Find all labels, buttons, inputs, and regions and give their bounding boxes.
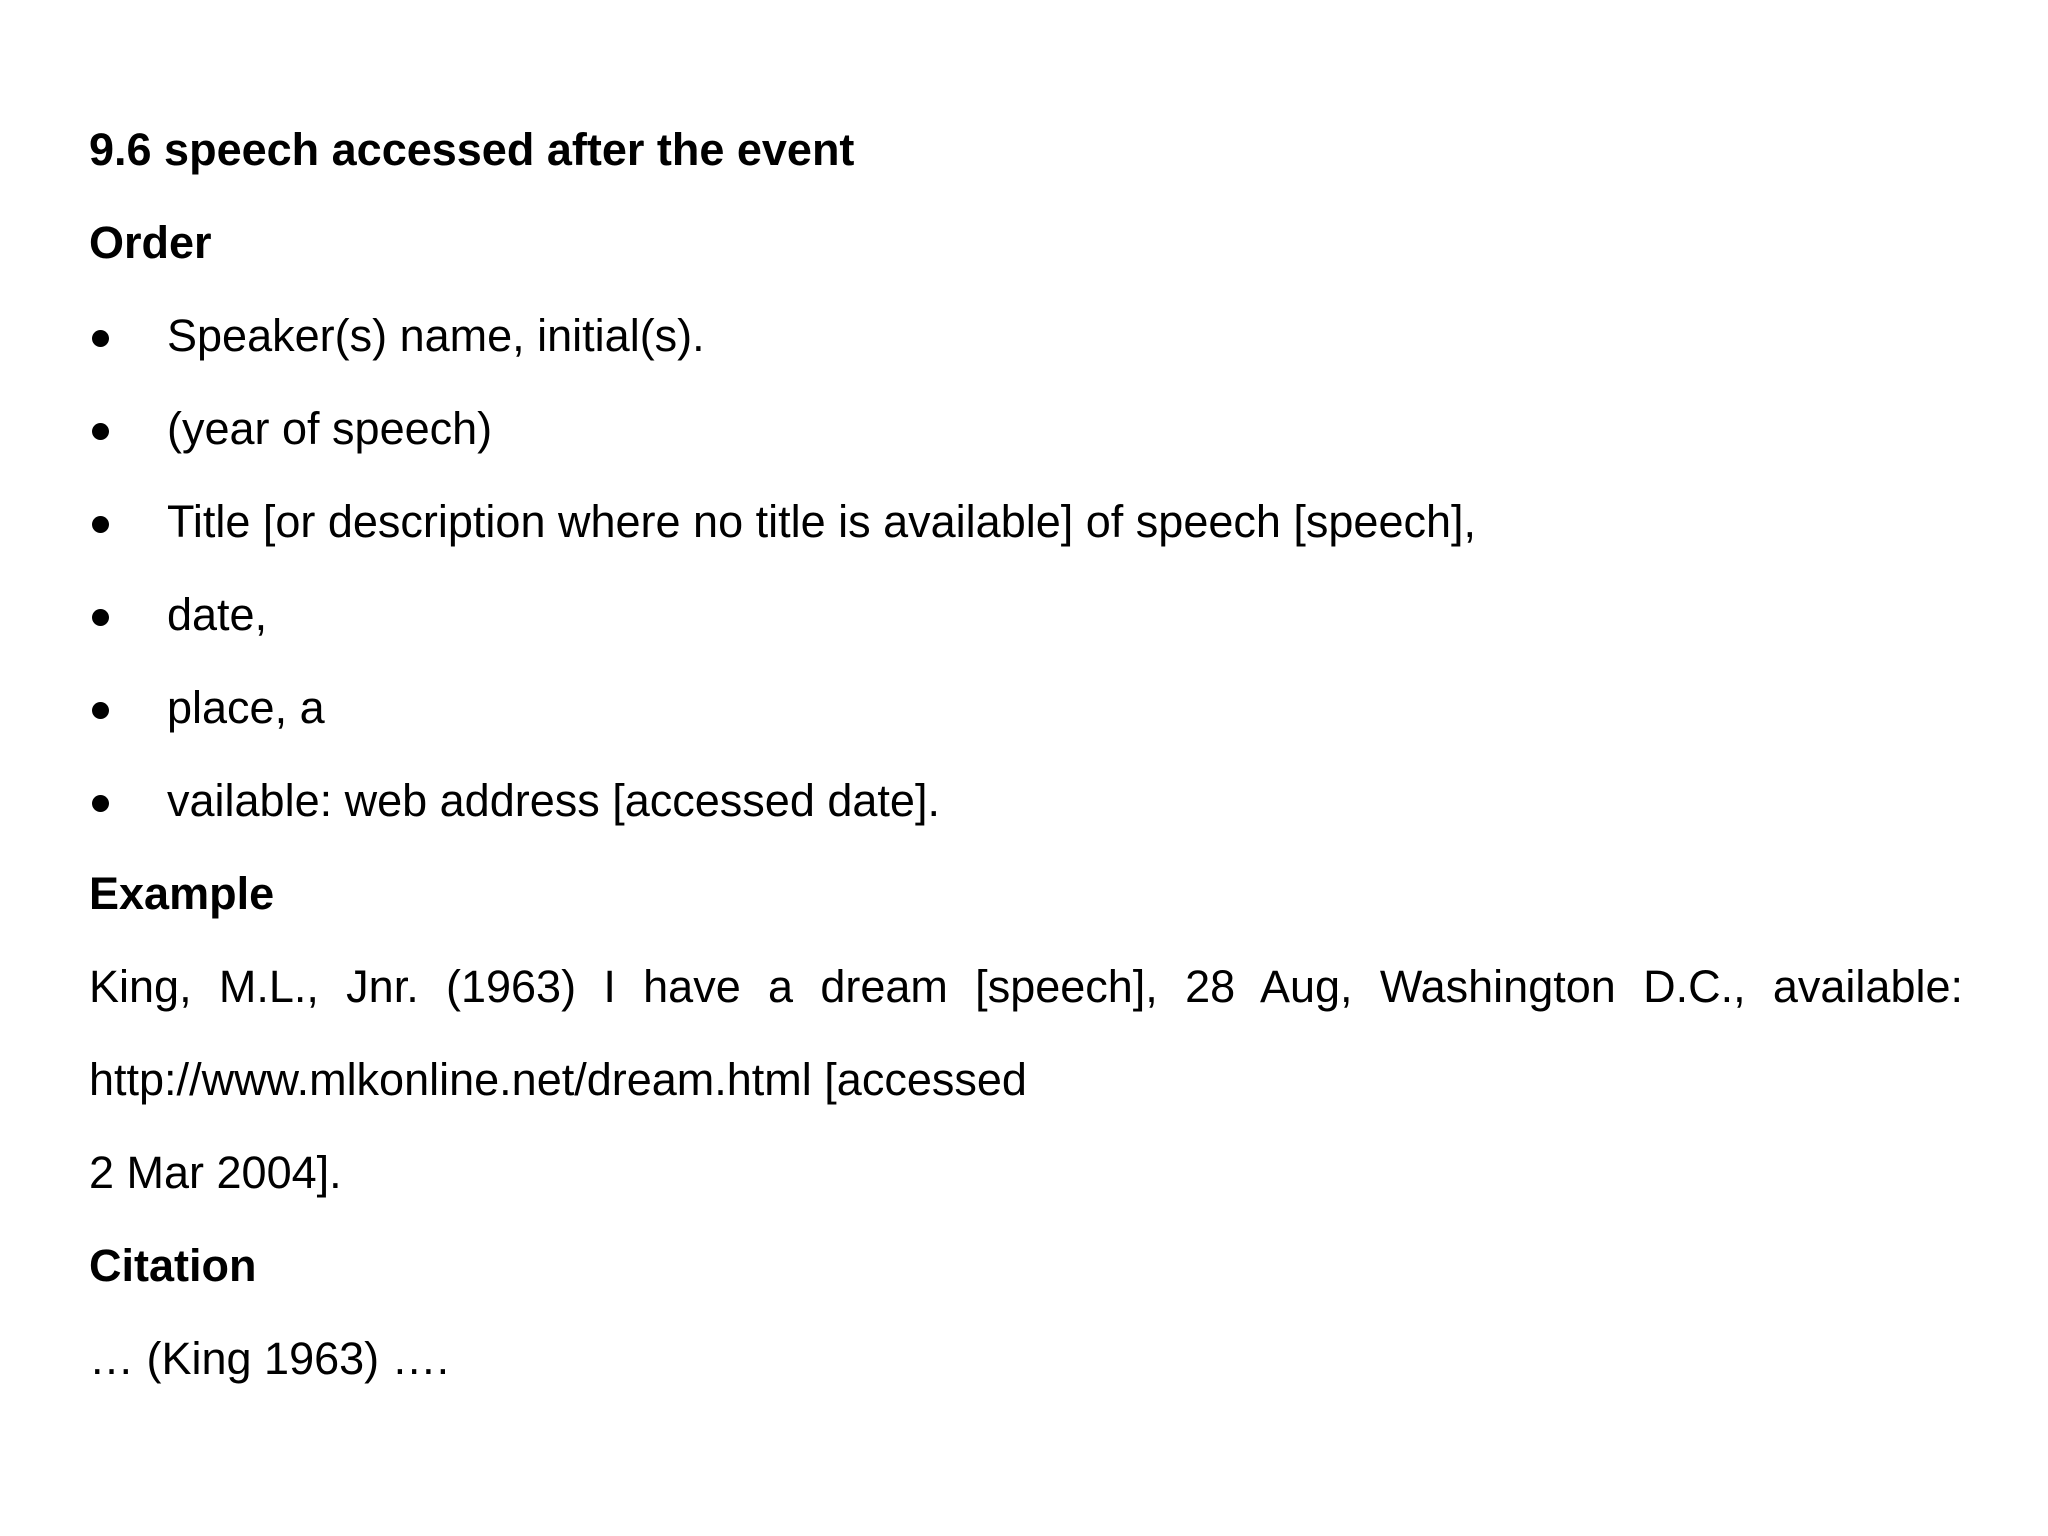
bullet-icon bbox=[92, 795, 109, 812]
bullet-icon bbox=[92, 516, 109, 533]
order-item-text: (year of speech) bbox=[167, 403, 493, 454]
order-item-text: vailable: web address [accessed date]. bbox=[167, 775, 940, 826]
order-label: Order bbox=[89, 217, 212, 268]
citation-text: … (King 1963) …. bbox=[89, 1333, 450, 1384]
order-item-text: Speaker(s) name, initial(s). bbox=[167, 310, 705, 361]
bullet-icon bbox=[92, 609, 109, 626]
example-reference-line-2: http://www.mlkonline.net/dream.html [accessed bbox=[89, 1054, 1027, 1105]
order-item-text: date, bbox=[167, 589, 268, 640]
order-item-text: place, a bbox=[167, 682, 325, 733]
bullet-icon bbox=[92, 702, 109, 719]
section-heading: 9.6 speech accessed after the event bbox=[89, 124, 855, 175]
bullet-icon bbox=[92, 423, 109, 440]
order-item-text: Title [or description where no title is available] of speech [speech], bbox=[167, 496, 1477, 547]
example-reference-line-3: 2 Mar 2004]. bbox=[89, 1147, 342, 1198]
example-label: Example bbox=[89, 868, 275, 919]
citation-label: Citation bbox=[89, 1240, 257, 1291]
example-reference-line-1: King, M.L., Jnr. (1963) I have a dream [speech], 28 Aug, Washington D.C., available: bbox=[89, 961, 1963, 1012]
bullet-icon bbox=[92, 330, 109, 347]
